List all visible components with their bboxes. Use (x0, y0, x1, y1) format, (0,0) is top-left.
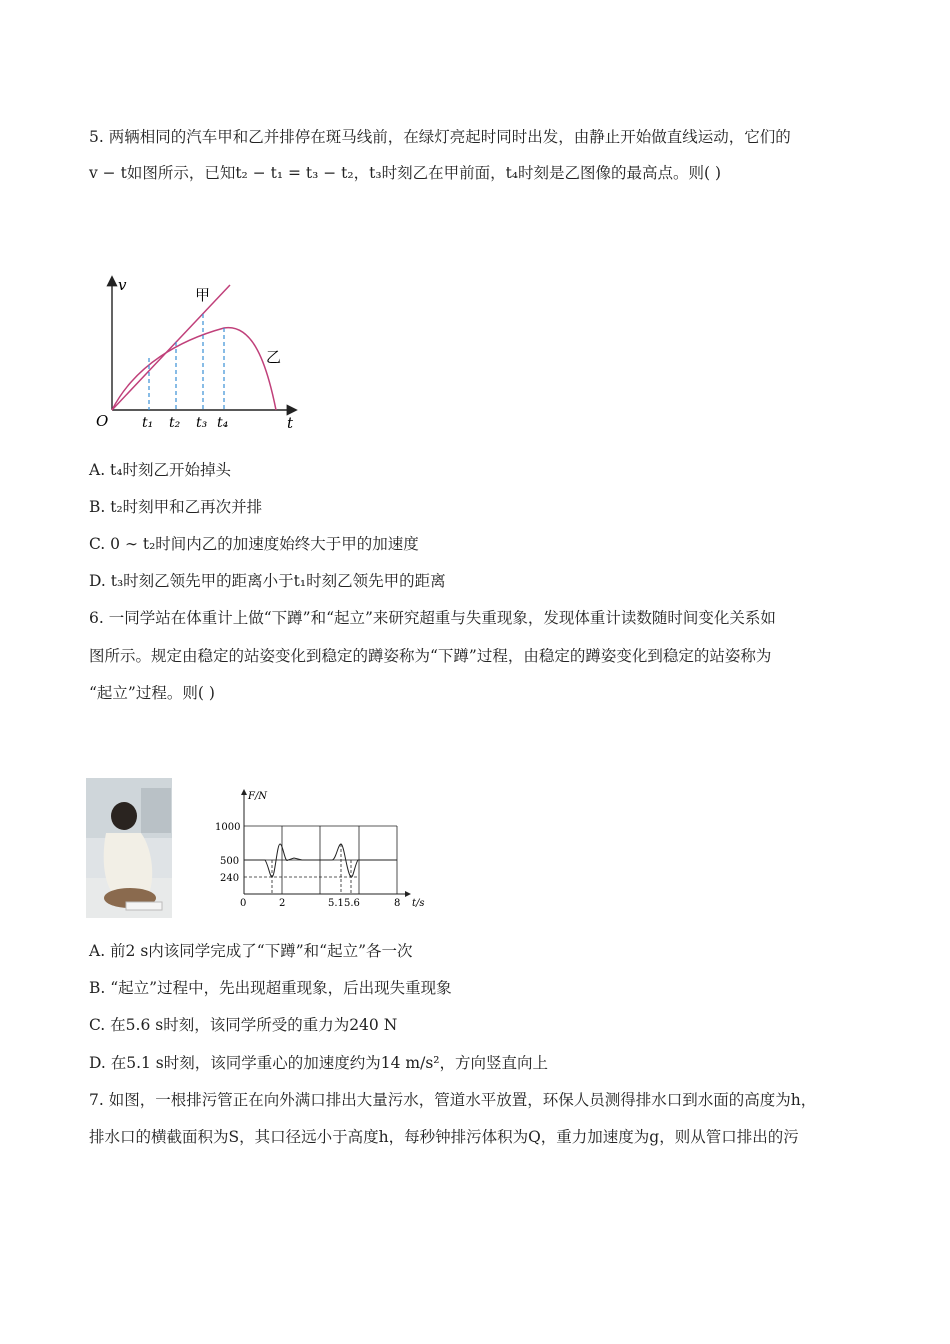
t-axis-label: t (287, 414, 294, 432)
q7-stem-line2: 排水口的横截面积为S，其口径远小于高度h，每秒钟排污体积为Q，重力加速度为g，则从管口排出的污 (89, 1128, 799, 1146)
xtick-2: 2 (279, 898, 286, 909)
q6-stem-line3: “起立”过程。则( ) (89, 684, 215, 702)
origin-label: O (96, 412, 109, 430)
vt-graph (90, 270, 310, 435)
q5-option-c: C. 0 ∼ t₂时间内乙的加速度始终大于甲的加速度 (89, 535, 419, 553)
time-axis-label: t/s (412, 898, 425, 909)
q6-option-b: B. “起立”过程中，先出现超重现象，后出现失重现象 (89, 979, 452, 997)
ytick-240: 240 (220, 873, 240, 884)
squatting-student-photo (86, 778, 172, 918)
curve-jia (112, 285, 230, 410)
v-axis-label: v (118, 276, 127, 294)
ytick-1000: 1000 (215, 822, 241, 833)
tick-t1: t₁ (142, 415, 154, 431)
force-curve (244, 844, 397, 877)
ytick-500: 500 (220, 856, 240, 867)
tick-t2: t₂ (169, 415, 181, 431)
q6-option-a: A. 前2 s内该同学完成了“下蹲”和“起立”各一次 (89, 942, 413, 960)
q6-option-d: D. 在5.1 s时刻，该同学重心的加速度约为14 m/s²，方向竖直向上 (89, 1054, 548, 1072)
tick-t3: t₃ (196, 415, 208, 431)
q5-stem-line2: v − t如图所示，已知t₂ − t₁ = t₃ − t₂，t₃时刻乙在甲前面，t₄时刻是乙图像的最高点。则( ) (89, 164, 722, 182)
curve-yi (112, 328, 276, 410)
xtick-8: 8 (394, 898, 401, 909)
tick-t4: t₄ (217, 415, 229, 431)
q7-stem-line1: 7. 如图，一根排污管正在向外满口排出大量污水，管道水平放置，环保人员测得排水口到水面的高度为h， (89, 1091, 817, 1109)
force-time-graph (210, 784, 438, 914)
label-yi: 乙 (266, 348, 282, 366)
q6-stem-line2: 图所示。规定由稳定的站姿变化到稳定的蹲姿称为“下蹲”过程，由稳定的蹲姿变化到稳定的站姿称为 (89, 647, 772, 665)
q6-option-c: C. 在5.6 s时刻，该同学所受的重力为240 N (89, 1016, 398, 1034)
q5-option-a: A. t₄时刻乙开始掉头 (89, 461, 231, 479)
q5-stem-line1: 5. 两辆相同的汽车甲和乙并排停在斑马线前，在绿灯亮起时同时出发，由静止开始做直线运动，它们的 (89, 128, 791, 146)
q5-option-b: B. t₂时刻甲和乙再次并排 (89, 498, 263, 516)
xtick-5.1: 5.1 (328, 898, 344, 909)
xtick-5.6: 5.6 (344, 898, 360, 909)
label-jia: 甲 (195, 286, 211, 304)
f-axis-label: F/N (248, 791, 268, 802)
q5-option-d: D. t₃时刻乙领先甲的距离小于t₁时刻乙领先甲的距离 (89, 572, 446, 590)
xtick-0: 0 (240, 898, 247, 909)
q6-stem-line1: 6. 一同学站在体重计上做“下蹲”和“起立”来研究超重与失重现象，发现体重计读数随时间变化关系如 (89, 609, 776, 627)
